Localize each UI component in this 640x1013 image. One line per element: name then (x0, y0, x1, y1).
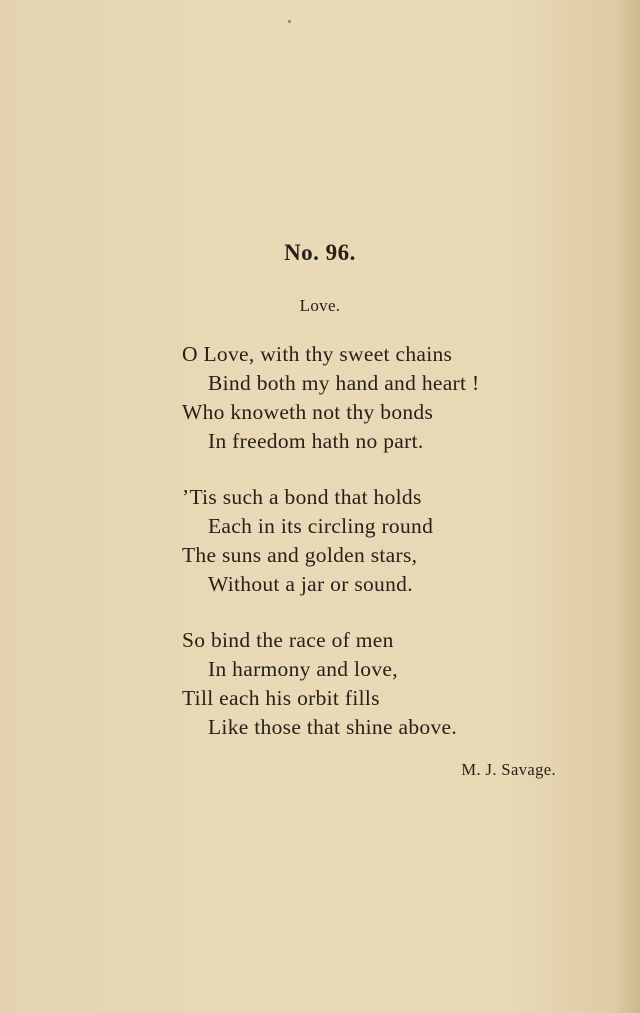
poem-line: O Love, with thy sweet chains (182, 342, 453, 366)
poem-line: Each in its circling round (208, 514, 434, 538)
poem-line: ’Tis such a bond that holds (182, 485, 422, 509)
author-attribution: M. J. Savage. (461, 760, 556, 779)
poem-line: So bind the race of men (182, 628, 394, 652)
poem-line: In freedom hath no part. (208, 429, 424, 453)
stanza-2 (182, 483, 479, 599)
poem-line: Who knoweth not thy bonds (182, 400, 434, 424)
poem-line: Like those that shine above. (208, 715, 458, 739)
poem-line: Without a jar or sound. (208, 572, 413, 596)
stanza-1 (182, 340, 479, 456)
poem-line: Bind both my hand and heart ! (208, 371, 480, 395)
hymn-title: Love. (299, 296, 341, 315)
stanza-3 (182, 626, 479, 742)
hymn-number: No. 96. (284, 240, 356, 265)
poem-line: In harmony and love, (208, 657, 398, 681)
paper-speck (288, 20, 291, 23)
poem-line: The suns and golden stars, (182, 543, 418, 567)
poem-body (182, 340, 479, 769)
poem-line: Till each his orbit fills (182, 686, 380, 710)
